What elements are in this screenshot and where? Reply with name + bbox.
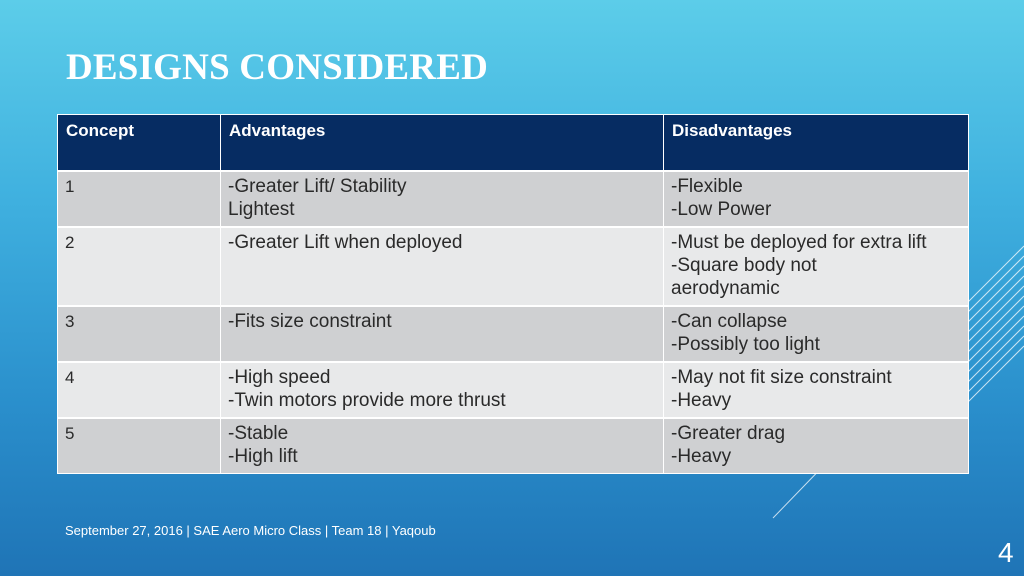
advantage-line: Lightest [228, 199, 295, 220]
disadvantage-line: -Possibly too light [671, 334, 820, 355]
concept-cell: 3 [58, 306, 221, 362]
disadvantage-line: -Flexible [671, 176, 743, 197]
disadvantage-line: -Greater drag [671, 423, 786, 444]
disadvantage-line: -Must be deployed for extra lift [671, 232, 927, 253]
table-header-row [58, 115, 969, 172]
slide-footer: September 27, 2016 | SAE Aero Micro Class | Team 18 | Yaqoub [65, 523, 436, 538]
advantage-line: -High speed [228, 367, 331, 388]
disadvantage-line: -Can collapse [671, 311, 788, 332]
disadvantages-cell [664, 227, 969, 306]
advantage-line: -Greater Lift when deployed [228, 232, 463, 253]
disadvantage-line: -Square body not [671, 255, 817, 276]
table-row [58, 171, 969, 227]
advantage-line: -Stable [228, 423, 289, 444]
disadvantage-line: -Heavy [671, 390, 732, 411]
concept-cell: 4 [58, 362, 221, 418]
concept-cell: 1 [58, 171, 221, 227]
advantage-line: -Fits size constraint [228, 311, 392, 332]
advantages-cell [221, 418, 664, 474]
advantages-cell [221, 306, 664, 362]
disadvantage-line: -Low Power [671, 199, 772, 220]
disadvantage-line: aerodynamic [671, 278, 780, 299]
disadvantages-cell [664, 171, 969, 227]
page-number: 4 [998, 537, 1014, 568]
table-row [58, 418, 969, 474]
table-row [58, 306, 969, 362]
advantage-line: -High lift [228, 446, 298, 467]
header-advantages: Advantages [221, 115, 664, 172]
advantage-line: -Twin motors provide more thrust [228, 390, 506, 411]
disadvantages-cell [664, 362, 969, 418]
disadvantages-cell [664, 418, 969, 474]
slide-title: DESIGNS CONSIDERED [66, 47, 489, 88]
advantage-line: -Greater Lift/ Stability [228, 176, 407, 197]
table-row [58, 227, 969, 306]
concept-cell: 2 [58, 227, 221, 306]
header-disadvantages: Disadvantages [664, 115, 969, 172]
header-concept: Concept [58, 115, 221, 172]
concept-cell: 5 [58, 418, 221, 474]
disadvantages-cell [664, 306, 969, 362]
advantages-cell [221, 362, 664, 418]
disadvantage-line: -Heavy [671, 446, 732, 467]
table-row [58, 362, 969, 418]
designs-table [57, 114, 969, 474]
disadvantage-line: -May not fit size constraint [671, 367, 892, 388]
advantages-cell [221, 227, 664, 306]
advantages-cell [221, 171, 664, 227]
